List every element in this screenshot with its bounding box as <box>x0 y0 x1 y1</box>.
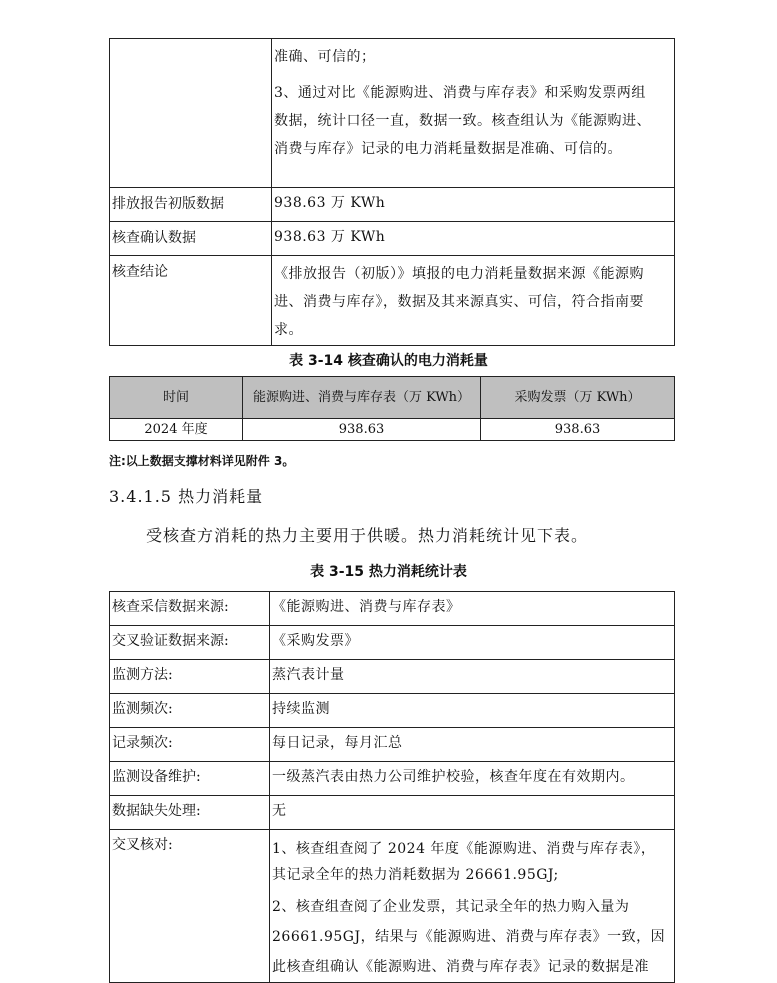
table-cell-label: 核查采信数据来源: <box>110 592 270 626</box>
table-cell-value <box>272 222 675 256</box>
text-line: 26661.95GJ，结果与《能源购进、消费与库存表》一致，因 <box>272 929 666 945</box>
table-cell-label <box>110 39 272 188</box>
table-cell: 2024 年度 <box>110 419 243 441</box>
table-cell-label: 核查确认数据 <box>110 222 272 256</box>
table-cell-label: 监测方法: <box>110 660 270 694</box>
text-line: 3、通过对比《能源购进、消费与库存表》和采购发票两组 <box>274 85 646 101</box>
table-caption: 表 3-14 核查确认的电力消耗量 <box>289 353 488 369</box>
table-cell-value: 蒸汽表计量 <box>270 660 675 694</box>
table-cell-value <box>270 830 675 983</box>
text-line: 消费与库存》记录的电力消耗量数据是准确、可信的。 <box>274 141 622 157</box>
table-cell-value <box>272 39 675 188</box>
text-line: 准确、可信的； <box>274 49 376 65</box>
text-line: 938.63 万 KWh <box>274 195 386 211</box>
heat-consumption-table <box>109 591 675 983</box>
table-cell-value <box>272 188 675 222</box>
table-cell-label: 数据缺失处理: <box>110 796 270 830</box>
header-cell: 能源购进、消费与库存表（万 KWh） <box>243 377 481 419</box>
text-line: 《排放报告（初版）》填报的电力消耗量数据来源《能源购 <box>274 266 644 282</box>
table-cell-label: 交叉验证数据来源: <box>110 626 270 660</box>
text-line: 2、核查组查阅了企业发票，其记录全年的热力购入量为 <box>272 899 630 915</box>
table-cell: 938.63 <box>481 419 675 441</box>
table-cell-value: 每日记录，每月汇总 <box>270 728 675 762</box>
table-caption: 表 3-15 热力消耗统计表 <box>310 564 467 580</box>
table-cell-value: 《采购发票》 <box>270 626 675 660</box>
text-line: 此核查组确认《能源购进、消费与库存表》记录的数据是准 <box>272 959 649 975</box>
text-line: 求。 <box>274 322 303 338</box>
text-line: 数据，统计口径一直，数据一致。核查组认为《能源购进、 <box>274 113 651 129</box>
table-cell-value: 《能源购进、消费与库存表》 <box>270 592 675 626</box>
table-cell-label: 核查结论 <box>110 256 272 346</box>
header-cell: 时间 <box>110 377 243 419</box>
table-cell-label: 排放报告初版数据 <box>110 188 272 222</box>
table-cell-value: 无 <box>270 796 675 830</box>
body-paragraph: 受核查方消耗的热力主要用于供暖。热力消耗统计见下表。 <box>146 526 589 545</box>
electricity-verification-table <box>109 38 675 346</box>
text-line: 进、消费与库存》，数据及其来源真实、可信，符合指南要 <box>274 294 644 310</box>
text-line: 938.63 万 KWh <box>274 229 386 245</box>
table-cell-value: 持续监测 <box>270 694 675 728</box>
electricity-confirmed-table <box>109 376 675 441</box>
header-cell: 采购发票（万 KWh） <box>481 377 675 419</box>
table-note: 注:以上数据支撑材料详见附件 3。 <box>109 454 295 468</box>
table-cell-label: 监测设备维护: <box>110 762 270 796</box>
table-cell: 938.63 <box>243 419 481 441</box>
text-line: 其记录全年的热力消耗数据为 26661.95GJ; <box>272 867 559 883</box>
section-heading: 3.4.1.5 热力消耗量 <box>109 487 264 506</box>
table-cell-label: 记录频次: <box>110 728 270 762</box>
table-cell-value: 一级蒸汽表由热力公司维护校验，核查年度在有效期内。 <box>270 762 675 796</box>
table-cell-value <box>272 256 675 346</box>
text-line: 1、核查组查阅了 2024 年度《能源购进、消费与库存表》， <box>272 841 656 857</box>
table-cell-label: 监测频次: <box>110 694 270 728</box>
table-cell-label: 交叉核对: <box>110 830 270 983</box>
